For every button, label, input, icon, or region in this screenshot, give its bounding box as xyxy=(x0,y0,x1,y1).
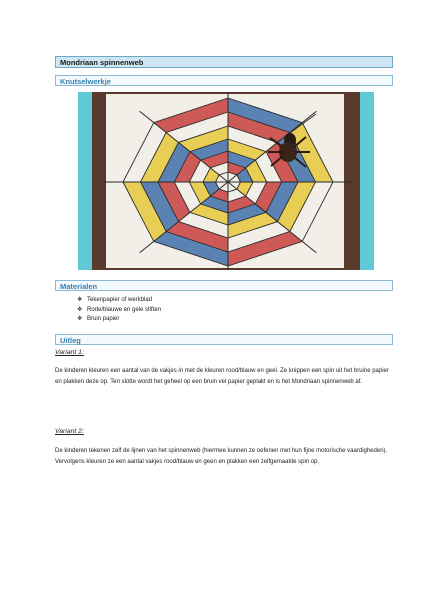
variant-1-heading: Variant 1: xyxy=(55,349,84,356)
material-label: Bruin papier xyxy=(87,316,120,322)
variant-1-text: De kinderen kleuren een aantal van de vakjes in met de kleuren rood/blauw en geel. Ze knippen een spin uit het bruine papier en plakken deze op. Ten slotte wordt het geheel op een bruin vel papier geplakt en is het Mondriaan spinnenweb af. xyxy=(55,368,389,385)
diamond-bullet-icon: ❖ xyxy=(77,306,83,313)
list-item xyxy=(77,306,161,316)
variant-2-heading: Variant 2: xyxy=(55,428,84,435)
page-title: Mondriaan spinnenweb xyxy=(55,56,393,68)
list-item xyxy=(77,315,161,325)
section-header-materialen: Materialen xyxy=(55,280,393,291)
spiderweb-photo xyxy=(78,92,374,270)
list-item xyxy=(77,296,161,306)
materials-list xyxy=(77,296,161,325)
diamond-bullet-icon: ❖ xyxy=(77,316,83,322)
variant-2-text: De kinderen tekenen zelf de lijnen van het spinnenweb (hiermee kunnen ze oefenen met hun fijne motorische vaardigheden). Vervolgens kleuren ze een aantal vakjes rood/blauw en geen en plakken een zelfgemaakte spin op. xyxy=(55,448,388,465)
material-label: Tekenpapier of werkblad xyxy=(87,297,153,303)
spiderweb-artwork xyxy=(78,92,374,270)
section-header-knutselwerkje: Knutselwerkje xyxy=(55,75,393,86)
diamond-bullet-icon: ❖ xyxy=(77,297,83,303)
section-header-uitleg: Uitleg xyxy=(55,334,393,345)
material-label: Rode/blauwe en gele stiften xyxy=(87,306,162,313)
